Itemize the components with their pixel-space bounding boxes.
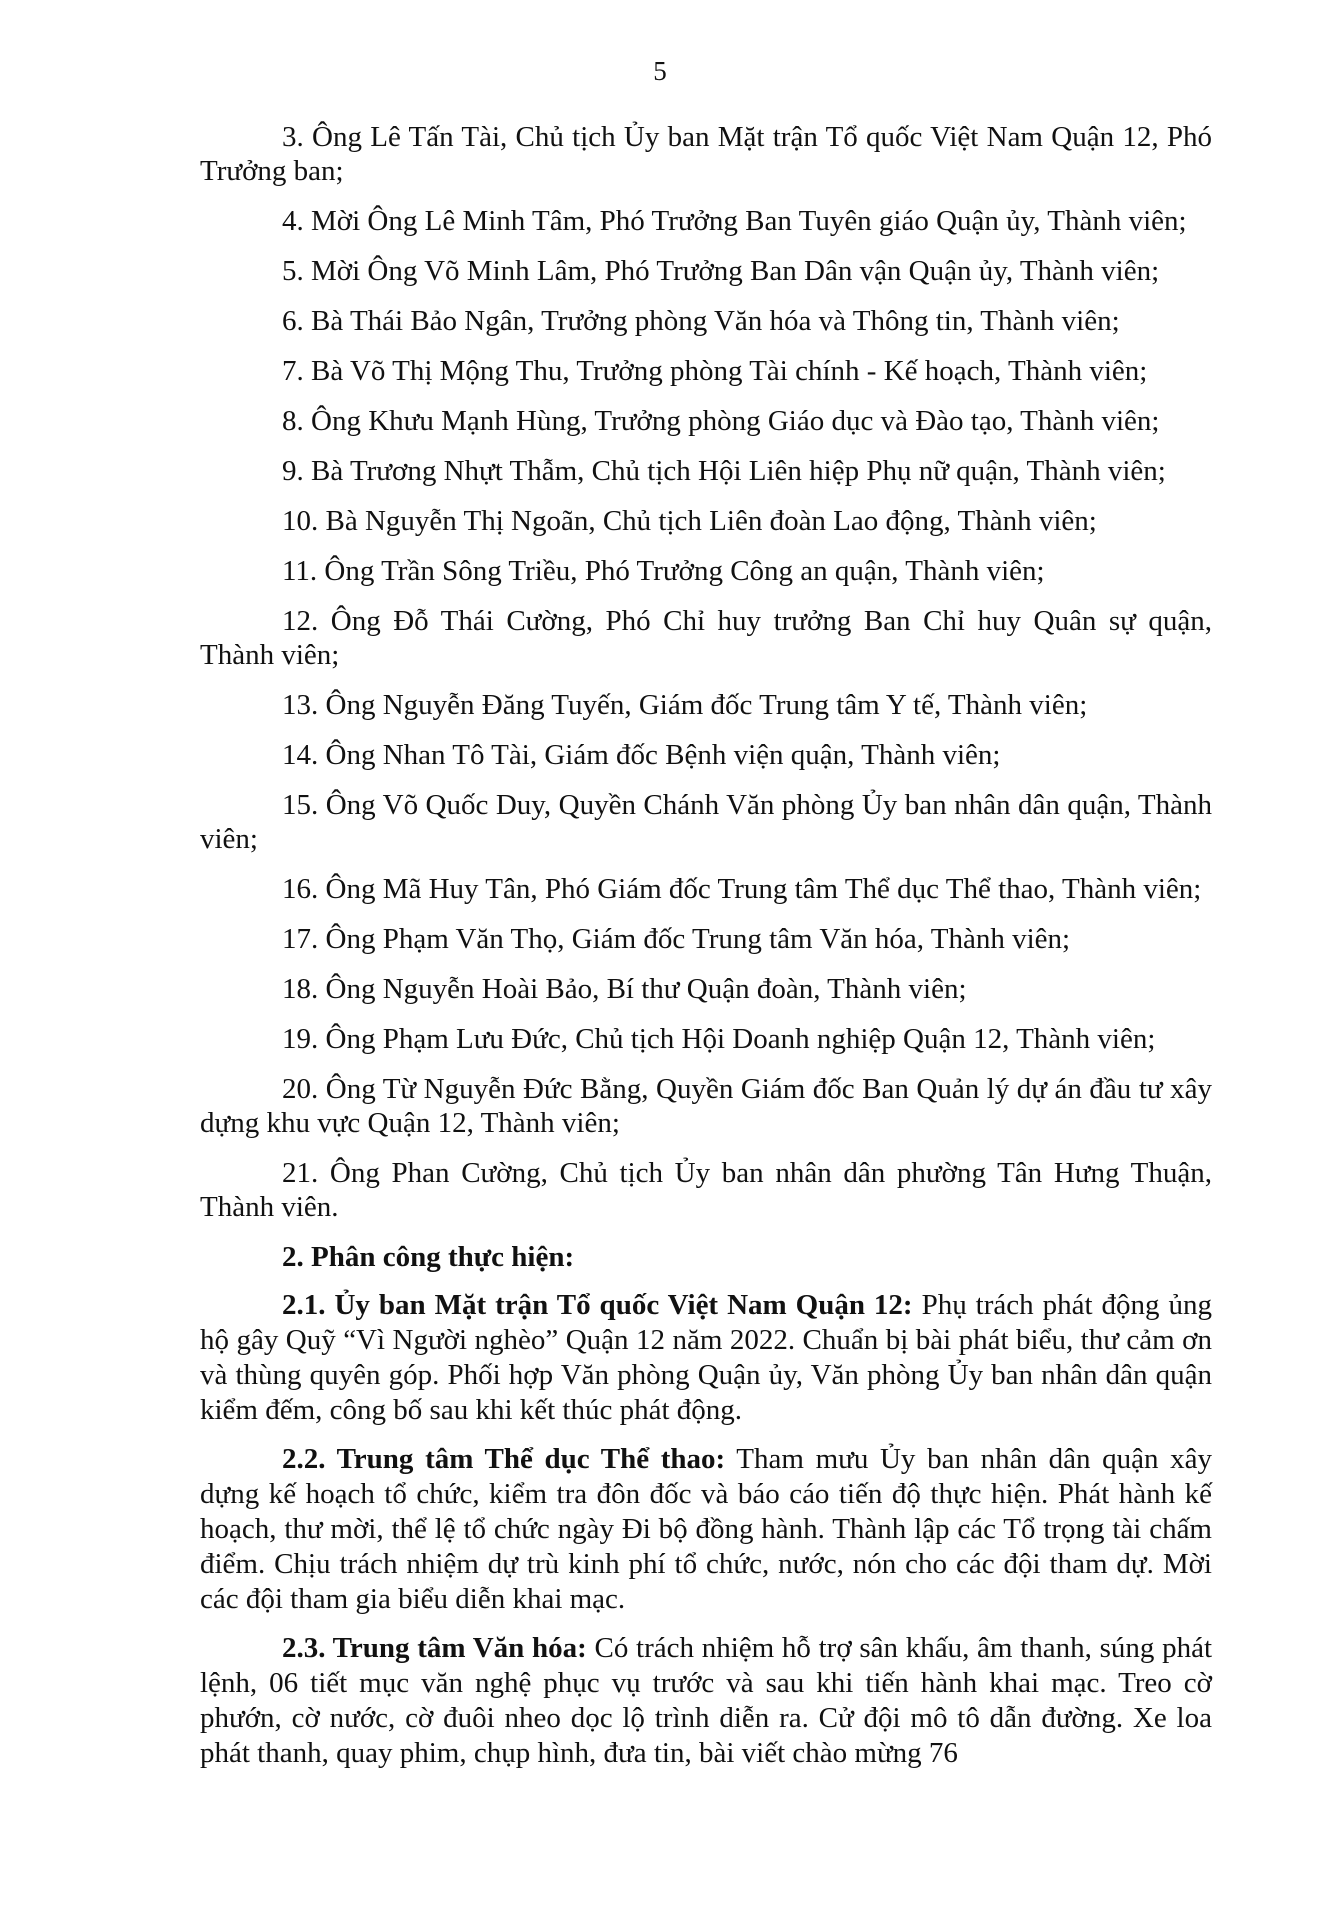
member-item: 19. Ông Phạm Lưu Đức, Chủ tịch Hội Doanh nghiệp Quận 12, Thành viên; [282,1023,1156,1055]
member-item: 18. Ông Nguyễn Hoài Bảo, Bí thư Quận đoàn, Thành viên; [282,973,967,1005]
member-item: 17. Ông Phạm Văn Thọ, Giám đốc Trung tâm Văn hóa, Thành viên; [282,923,1071,955]
member-item: 8. Ông Khưu Mạnh Hùng, Trưởng phòng Giáo dục và Đào tạo, Thành viên; [282,405,1160,437]
member-item: 20. Ông Từ Nguyễn Đức Bằng, Quyền Giám đốc Ban Quản lý dự án đầu tư xây dựng khu vực Quận 12, Thành viên; [200,1073,1212,1139]
assignment-paragraph [200,1288,1212,1428]
assignment-text: Phụ trách phát động ủng hộ gây Quỹ “Vì Người nghèo” Quận 12 năm 2022. Chuẩn bị bài phát biểu, thư cảm ơn và thùng quyên góp. Phối hợp Văn phòng Quận ủy, Văn phòng Ủy ban nhân dân quận kiểm đếm, công bố sau khi kết thúc phát động. [200,1289,1212,1426]
member-item: 5. Mời Ông Võ Minh Lâm, Phó Trưởng Ban Dân vận Quận ủy, Thành viên; [282,255,1160,287]
assignment-title: 2.3. Trung tâm Văn hóa: [282,1632,587,1664]
member-item: 7. Bà Võ Thị Mộng Thu, Trưởng phòng Tài chính - Kế hoạch, Thành viên; [282,355,1148,387]
assignment-text: Tham mưu Ủy ban nhân dân quận xây dựng kế hoạch tổ chức, kiểm tra đôn đốc và báo cáo tiến độ thực hiện. Phát hành kế hoạch, thư mời, thể lệ tổ chức ngày Đi bộ đồng hành. Thành lập các Tổ trọng tài chấm điểm. Chịu trách nhiệm dự trù kinh phí tổ chức, nước, nón cho các đội tham dự. Mời các đội tham gia biểu diễn khai mạc. [200,1443,1212,1615]
assignment-paragraph [200,1442,1212,1617]
assignment-title: 2.2. Trung tâm Thể dục Thể thao: [282,1443,726,1475]
member-item: 12. Ông Đỗ Thái Cường, Phó Chỉ huy trưởng Ban Chỉ huy Quân sự quận, Thành viên; [200,605,1212,671]
member-item: 16. Ông Mã Huy Tân, Phó Giám đốc Trung tâm Thể dục Thể thao, Thành viên; [282,873,1202,905]
document-body [200,120,1212,1771]
member-item: 13. Ông Nguyễn Đăng Tuyến, Giám đốc Trung tâm Y tế, Thành viên; [282,689,1088,721]
assignment-title: 2.1. Ủy ban Mặt trận Tổ quốc Việt Nam Quận 12: [282,1289,913,1321]
member-item: 4. Mời Ông Lê Minh Tâm, Phó Trưởng Ban Tuyên giáo Quận ủy, Thành viên; [282,205,1187,237]
member-item: 10. Bà Nguyễn Thị Ngoãn, Chủ tịch Liên đoàn Lao động, Thành viên; [282,505,1097,537]
member-item: 9. Bà Trương Nhựt Thẫm, Chủ tịch Hội Liên hiệp Phụ nữ quận, Thành viên; [282,455,1166,487]
member-item: 3. Ông Lê Tấn Tài, Chủ tịch Ủy ban Mặt trận Tổ quốc Việt Nam Quận 12, Phó Trưởng ban; [200,121,1212,187]
member-item: 21. Ông Phan Cường, Chủ tịch Ủy ban nhân dân phường Tân Hưng Thuận, Thành viên. [200,1157,1212,1223]
member-item: 6. Bà Thái Bảo Ngân, Trưởng phòng Văn hóa và Thông tin, Thành viên; [282,305,1120,337]
page-number: 5 [653,56,667,86]
assignment-text: Có trách nhiệm hỗ trợ sân khấu, âm thanh, súng phát lệnh, 06 tiết mục văn nghệ phục vụ trước và sau khi tiến hành khai mạc. Treo cờ phướn, cờ nước, cờ đuôi nheo dọc lộ trình diễn ra. Cử đội mô tô dẫn đường. Xe loa phát thanh, quay phim, chụp hình, đưa tin, bài viết chào mừng 76 [200,1632,1212,1769]
section-heading: 2. Phân công thực hiện: [282,1241,575,1273]
member-item: 15. Ông Võ Quốc Duy, Quyền Chánh Văn phòng Ủy ban nhân dân quận, Thành viên; [200,789,1212,855]
member-item: 14. Ông Nhan Tô Tài, Giám đốc Bệnh viện quận, Thành viên; [282,739,1001,771]
member-item: 11. Ông Trần Sông Triều, Phó Trưởng Công an quận, Thành viên; [282,555,1045,587]
assignment-paragraph [200,1631,1212,1771]
